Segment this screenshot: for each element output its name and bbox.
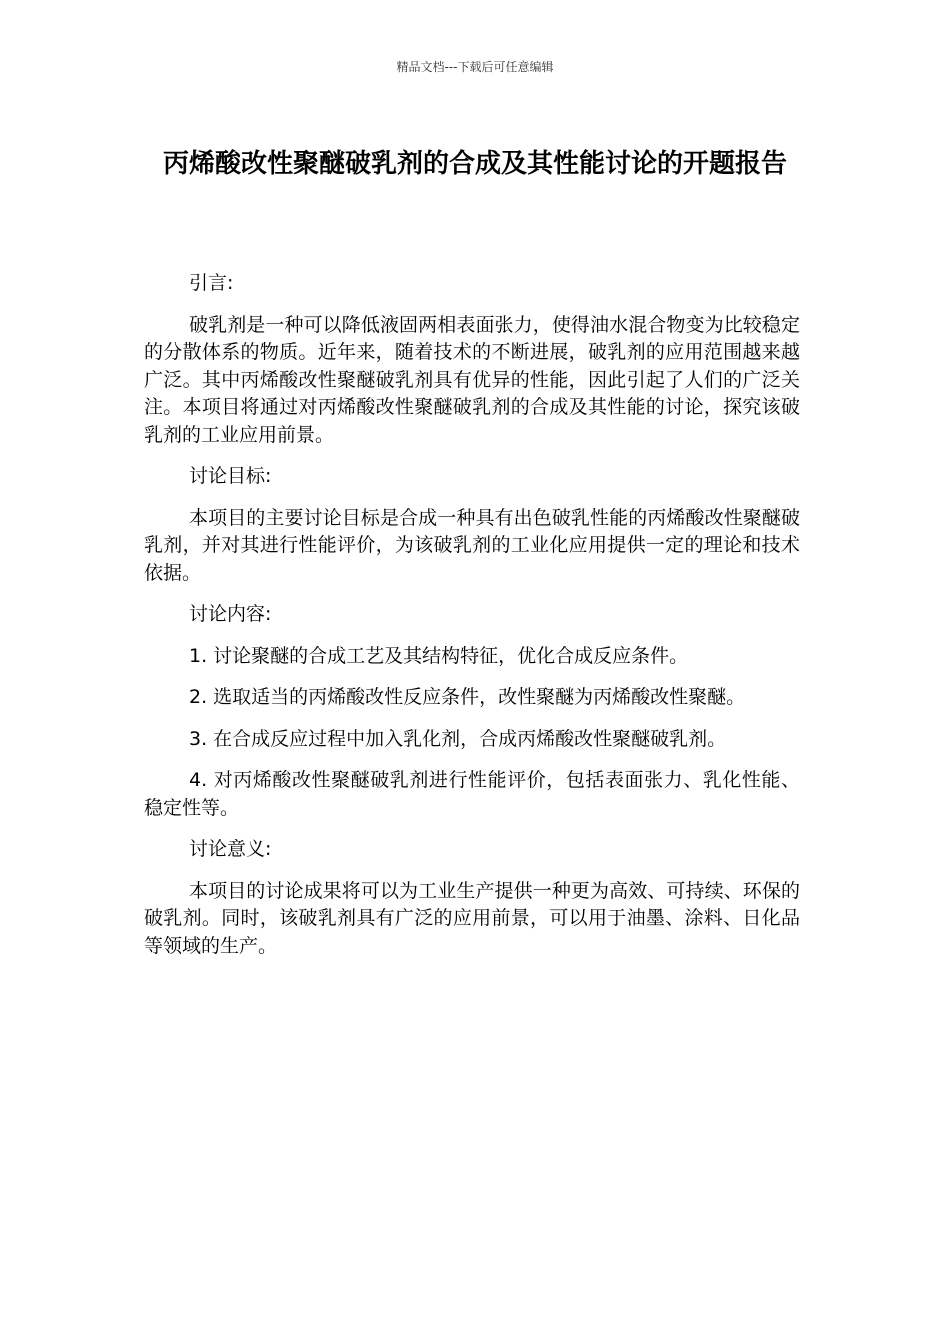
list-item: 2. 选取适当的丙烯酸改性反应条件，改性聚醚为丙烯酸改性聚醚。 (189, 686, 746, 708)
list-item: 3. 在合成反应过程中加入乳化剂，合成丙烯酸改性聚醚破乳剂。 (189, 727, 727, 750)
document-body (144, 270, 800, 974)
paragraph-intro: 破乳剂是一种可以降低液固两相表面张力，使得油水混合物变为比较稳定的分散体系的物质。近年来，随着技术的不断进展，破乳剂的应用范围越来越广泛。其中丙烯酸改性聚醚破乳剂具有优异的性能，因此引起了人们的广泛关注。本项目将通过对丙烯酸改性聚醚破乳剂的合成及其性能的讨论，探究该破乳剂的工业应用前景。 (144, 313, 800, 446)
section-heading-intro: 引言: (189, 272, 234, 294)
paragraph-goal: 本项目的主要讨论目标是合成一种具有出色破乳性能的丙烯酸改性聚醚破乳剂，并对其进行性能评价，为该破乳剂的工业化应用提供一定的理论和技术依据。 (144, 506, 800, 584)
paragraph-significance: 本项目的讨论成果将可以为工业生产提供一种更为高效、可持续、环保的破乳剂。同时，该破乳剂具有广泛的应用前景，可以用于油墨、涂料、日化品等领域的生产。 (144, 879, 800, 957)
document-title: 丙烯酸改性聚醚破乳剂的合成及其性能讨论的开题报告 (162, 149, 787, 179)
section-heading-significance: 讨论意义: (189, 838, 272, 860)
list-item: 1. 讨论聚醚的合成工艺及其结构特征，优化合成反应条件。 (189, 644, 689, 667)
section-heading-goal: 讨论目标: (189, 465, 272, 487)
header-note: 精品文档---下载后可任意编辑 (396, 60, 554, 74)
section-heading-content: 讨论内容: (189, 603, 272, 625)
list-item: 4. 对丙烯酸改性聚醚破乳剂进行性能评价，包括表面张力、乳化性能、稳定性等。 (144, 769, 800, 819)
